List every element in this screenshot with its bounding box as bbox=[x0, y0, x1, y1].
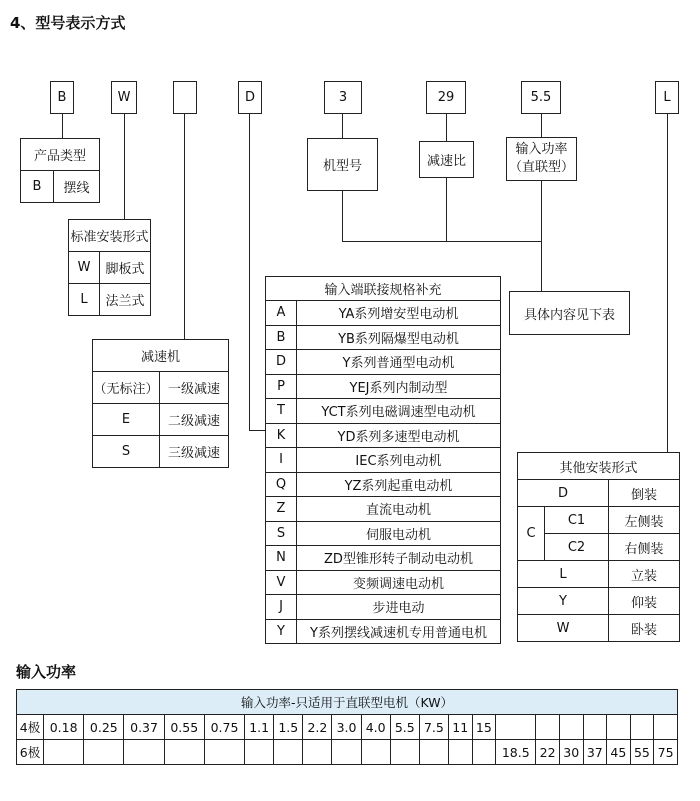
other-mounting-code: D bbox=[518, 480, 609, 507]
power-cell bbox=[332, 740, 361, 765]
other-mounting-code: W bbox=[518, 615, 609, 642]
power-cell: 7.5 bbox=[419, 715, 448, 740]
other-mounting-name: 立装 bbox=[609, 561, 680, 588]
power-table-header: 输入功率-只适用于直联型电机（KW） bbox=[17, 690, 678, 715]
input-name: 直流电动机 bbox=[297, 497, 501, 522]
input-name: YEJ系列内制动型 bbox=[297, 374, 501, 399]
power-cell: 0.75 bbox=[204, 715, 244, 740]
code-box-input: D bbox=[238, 81, 262, 114]
input-name: Y系列摆线减速机专用普通电机 bbox=[297, 619, 501, 644]
power-cell bbox=[536, 715, 560, 740]
mounting-name: 法兰式 bbox=[100, 284, 151, 316]
input-name: YB系列隔爆型电动机 bbox=[297, 325, 501, 350]
input-code: A bbox=[266, 301, 297, 326]
power-cell: 2.2 bbox=[303, 715, 332, 740]
other-mounting-code: Y bbox=[518, 588, 609, 615]
input-code: S bbox=[266, 521, 297, 546]
mounting-table bbox=[68, 219, 151, 316]
power-cell: 0.25 bbox=[84, 715, 124, 740]
power-cell: 75 bbox=[654, 740, 678, 765]
other-mounting-title: 其他安装形式 bbox=[518, 453, 680, 480]
power-cell bbox=[84, 740, 124, 765]
input-code: D bbox=[266, 350, 297, 375]
reducer-name: 二级减速 bbox=[160, 404, 229, 436]
input-code: K bbox=[266, 423, 297, 448]
reducer-name: 三级减速 bbox=[160, 436, 229, 468]
frame-label-box: 机型号 bbox=[307, 138, 378, 191]
power-cell: 3.0 bbox=[332, 715, 361, 740]
other-mounting-table bbox=[517, 452, 680, 642]
code-box-frame: 3 bbox=[324, 81, 362, 114]
power-cell bbox=[583, 715, 607, 740]
other-mounting-name: 右侧装 bbox=[609, 534, 680, 561]
power-cell: 30 bbox=[559, 740, 583, 765]
power-cell bbox=[303, 740, 332, 765]
input-supplement-title: 输入端联接规格补充 bbox=[266, 277, 501, 301]
code-box-power: 5.5 bbox=[521, 81, 561, 114]
input-code: N bbox=[266, 546, 297, 571]
other-mounting-subcode: C1 bbox=[545, 507, 609, 534]
power-cell: 4.0 bbox=[361, 715, 390, 740]
other-mounting-name: 仰装 bbox=[609, 588, 680, 615]
reducer-code: S bbox=[93, 436, 160, 468]
input-code: T bbox=[266, 399, 297, 424]
code-box-reducer bbox=[173, 81, 197, 114]
power-cell bbox=[204, 740, 244, 765]
input-code: I bbox=[266, 448, 297, 473]
power-label-box: 输入功率 （直联型） bbox=[506, 137, 577, 181]
power-cell: 1.5 bbox=[274, 715, 303, 740]
product-type-code: B bbox=[21, 171, 54, 203]
power-cell bbox=[496, 715, 536, 740]
section-title: 4、型号表示方式 bbox=[10, 14, 126, 32]
power-cell bbox=[472, 740, 496, 765]
power-cell bbox=[559, 715, 583, 740]
mounting-name: 脚板式 bbox=[100, 252, 151, 284]
input-code: B bbox=[266, 325, 297, 350]
see-table-box: 具体内容见下表 bbox=[509, 291, 630, 335]
power-cell: 5.5 bbox=[390, 715, 419, 740]
power-cell: 55 bbox=[630, 740, 654, 765]
input-code: V bbox=[266, 570, 297, 595]
other-mounting-name: 卧装 bbox=[609, 615, 680, 642]
reducer-name: 一级减速 bbox=[160, 372, 229, 404]
other-mounting-code: L bbox=[518, 561, 609, 588]
code-box-ratio: 29 bbox=[426, 81, 466, 114]
input-supplement-table bbox=[265, 276, 501, 644]
product-type-title: 产品类型 bbox=[21, 139, 100, 171]
input-name: Y系列普通型电动机 bbox=[297, 350, 501, 375]
power-cell bbox=[630, 715, 654, 740]
product-type-table bbox=[20, 138, 100, 203]
power-cell bbox=[274, 740, 303, 765]
input-code: J bbox=[266, 595, 297, 620]
power-row-label: 6极 bbox=[17, 740, 44, 765]
power-cell bbox=[607, 715, 631, 740]
power-cell: 0.37 bbox=[124, 715, 164, 740]
other-mounting-name: 倒装 bbox=[609, 480, 680, 507]
input-name: ZD型锥形转子制动电动机 bbox=[297, 546, 501, 571]
power-row-label: 4极 bbox=[17, 715, 44, 740]
power-cell bbox=[164, 740, 204, 765]
power-cell bbox=[390, 740, 419, 765]
input-code: Q bbox=[266, 472, 297, 497]
code-box-product: B bbox=[50, 81, 74, 114]
power-cell bbox=[654, 715, 678, 740]
input-name: YZ系列起重电动机 bbox=[297, 472, 501, 497]
power-cell bbox=[124, 740, 164, 765]
power-cell bbox=[419, 740, 448, 765]
power-cell: 15 bbox=[472, 715, 496, 740]
power-cell: 37 bbox=[583, 740, 607, 765]
mounting-title: 标准安装形式 bbox=[69, 220, 151, 252]
mounting-code: L bbox=[69, 284, 100, 316]
input-name: YCT系列电磁调速型电动机 bbox=[297, 399, 501, 424]
power-cell: 22 bbox=[536, 740, 560, 765]
input-name: 步进电动 bbox=[297, 595, 501, 620]
power-cell bbox=[245, 740, 274, 765]
input-code: Y bbox=[266, 619, 297, 644]
input-code: Z bbox=[266, 497, 297, 522]
power-cell: 1.1 bbox=[245, 715, 274, 740]
power-cell: 11 bbox=[448, 715, 472, 740]
reducer-code: E bbox=[93, 404, 160, 436]
other-mounting-code: C bbox=[518, 507, 545, 561]
other-mounting-subcode: C2 bbox=[545, 534, 609, 561]
input-name: 伺服电动机 bbox=[297, 521, 501, 546]
power-table bbox=[16, 689, 678, 765]
power-cell bbox=[44, 740, 84, 765]
input-name: YD系列多速型电动机 bbox=[297, 423, 501, 448]
reducer-title: 减速机 bbox=[93, 340, 229, 372]
power-cell: 0.18 bbox=[44, 715, 84, 740]
input-name: YA系列增安型电动机 bbox=[297, 301, 501, 326]
other-mounting-name: 左侧装 bbox=[609, 507, 680, 534]
reducer-table bbox=[92, 339, 229, 468]
code-box-other-mounting: L bbox=[655, 81, 679, 114]
power-cell bbox=[448, 740, 472, 765]
input-code: P bbox=[266, 374, 297, 399]
power-cell: 18.5 bbox=[496, 740, 536, 765]
ratio-label-box: 减速比 bbox=[419, 141, 474, 178]
input-name: IEC系列电动机 bbox=[297, 448, 501, 473]
power-cell bbox=[361, 740, 390, 765]
input-name: 变频调速电动机 bbox=[297, 570, 501, 595]
power-cell: 45 bbox=[607, 740, 631, 765]
product-type-name: 摆线 bbox=[54, 171, 100, 203]
code-box-mounting: W bbox=[111, 81, 137, 114]
power-section-title: 输入功率 bbox=[16, 663, 77, 681]
reducer-code: （无标注） bbox=[93, 372, 160, 404]
mounting-code: W bbox=[69, 252, 100, 284]
power-cell: 0.55 bbox=[164, 715, 204, 740]
